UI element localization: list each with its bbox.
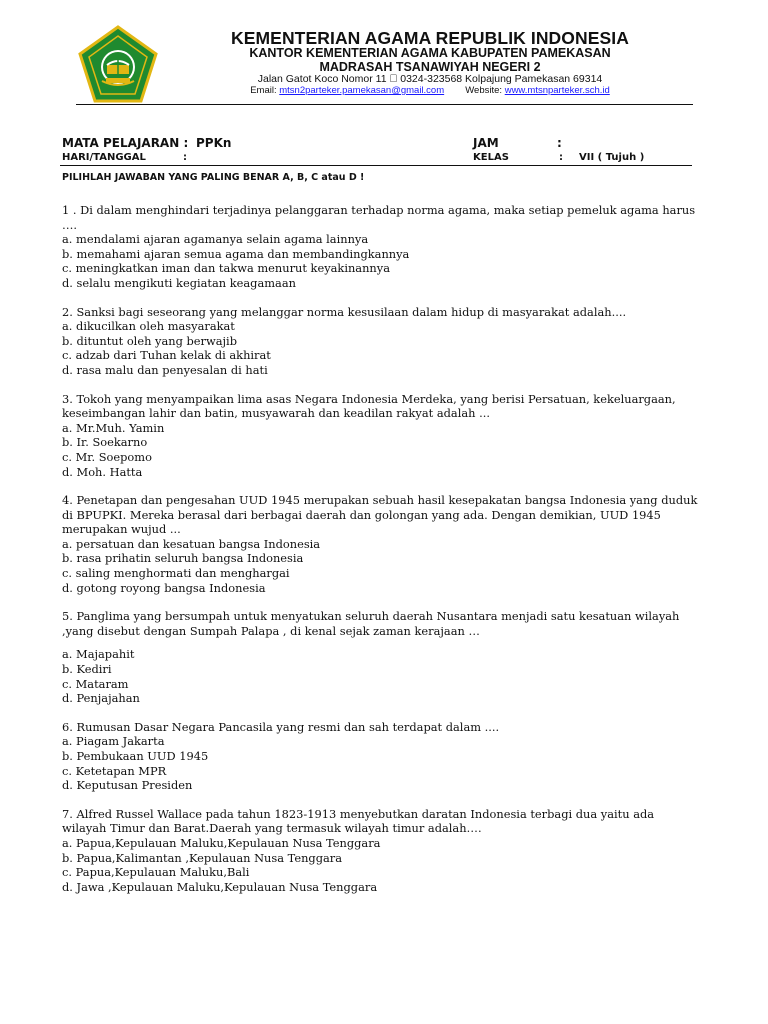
option-a: a. Mr.Muh. Yamin — [62, 420, 165, 435]
meta-divider — [60, 165, 692, 166]
ministry-title: KEMENTERIAN AGAMA REPUBLIK INDONESIA — [230, 28, 629, 48]
option-a: a. dikucilkan oleh masyarakat — [62, 319, 235, 334]
question-4 — [62, 493, 702, 595]
question-5 — [62, 609, 702, 706]
question-text: 6. Rumusan Dasar Negara Pancasila yang resmi dan sah terdapat dalam .... — [62, 719, 500, 734]
question-text: 5. Panglima yang bersumpah untuk menyatukan seluruh daerah Nusantara menjadi satu kesatuan wilayah ,yang disebut dengan Sumpah Palapa , di kenal sejak zaman kerajaan … — [62, 609, 680, 638]
office-title: KANTOR KEMENTERIAN AGAMA KABUPATEN PAMEKASAN — [249, 46, 611, 60]
option-d: d. Penjajahan — [62, 691, 140, 706]
option-a: a. Papua,Kepulauan Maluku,Kepulauan Nusa Tenggara — [62, 835, 381, 850]
question-text: 1 . Di dalam menghindari terjadinya pelanggaran terhadap norma agama, maka setiap pemeluk agama harus …. — [62, 203, 696, 232]
question-1 — [62, 203, 702, 291]
option-c: c. adzab dari Tuhan kelak di akhirat — [62, 348, 271, 363]
question-list — [62, 203, 702, 908]
option-c: c. Papua,Kepulauan Maluku,Bali — [62, 865, 250, 880]
email-label: Email: — [250, 85, 277, 96]
option-a: a. persatuan dan kesatuan bangsa Indonesia — [62, 536, 321, 551]
website-link[interactable]: www.mtsnparteker.sch.id — [504, 85, 610, 96]
kemenag-logo-icon — [78, 25, 158, 103]
class-value: VII ( Tujuh ) — [579, 152, 645, 163]
time-colon: : — [557, 136, 562, 150]
day-label: HARI/TANGGAL — [62, 152, 146, 163]
option-c: c. Ketetapan MPR — [62, 763, 167, 778]
option-a: a. Piagam Jakarta — [62, 734, 165, 749]
instruction-text: PILIHLAH JAWABAN YANG PALING BENAR A, B, C atau D ! — [62, 172, 365, 183]
blank-line — [62, 638, 702, 647]
email-link[interactable]: mtsn2parteker.pamekasan@gmail.com — [279, 85, 445, 96]
school-title: MADRASAH TSANAWIYAH NEGERI 2 — [319, 60, 541, 74]
option-d: d. rasa malu dan penyesalan di hati — [62, 362, 268, 377]
option-d: d. gotong royong bangsa Indonesia — [62, 580, 266, 595]
option-b: b. Ir. Soekarno — [62, 435, 148, 450]
website-label: Website: — [465, 85, 503, 96]
question-text: 3. Tokoh yang menyampaikan lima asas Negara Indonesia Merdeka, yang berisi Persatuan, kekeluargaan, keseimbangan lahir dan batin, musyawarah dan keadilan rakyat adalah ... — [62, 391, 676, 421]
time-label: JAM — [473, 136, 499, 150]
class-colon: : — [559, 152, 563, 163]
option-b: b. dituntut oleh yang berwajib — [62, 333, 237, 348]
question-text: 2. Sanksi bagi seseorang yang melanggar norma kesusilaan dalam hidup di masyarakat adalah.... — [62, 304, 627, 319]
question-3 — [62, 392, 702, 480]
question-2 — [62, 305, 702, 378]
option-b: b. rasa prihatin seluruh bangsa Indonesia — [62, 551, 304, 566]
option-c: c. saling menghormati dan menghargai — [62, 566, 290, 581]
option-a: a. Majapahit — [62, 647, 135, 662]
option-c: c. meningkatkan iman dan takwa menurut keyakinannya — [62, 261, 390, 276]
question-6 — [62, 720, 702, 793]
option-c: c. Mr. Soepomo — [62, 449, 152, 464]
school-address: Jalan Gatot Koco Nomor 11   0324-323568 Kolpajung Pamekasan 69314 — [257, 73, 603, 85]
option-d: d. selalu mengikuti kegiatan keagamaan — [62, 275, 296, 290]
option-d: d. Keputusan Presiden — [62, 778, 193, 793]
class-label: KELAS — [473, 152, 509, 163]
subject-label: MATA PELAJARAN : — [62, 136, 189, 150]
option-b: b. Pembukaan UUD 1945 — [62, 749, 209, 763]
contact-line — [170, 85, 690, 96]
option-c: c. Mataram — [62, 676, 129, 691]
subject-value: PPKn — [196, 136, 232, 150]
option-a: a. mendalami ajaran agamanya selain agama lainnya — [62, 232, 369, 247]
question-text: 7. Alfred Russel Wallace pada tahun 1823-1913 menyebutkan daratan Indonesia terbagi dua yaitu ada wilayah Timur dan Barat.Daerah yang termasuk wilayah timur adalah…. — [62, 806, 655, 836]
option-d: d. Moh. Hatta — [62, 464, 143, 479]
question-text: 4. Penetapan dan pengesahan UUD 1945 merupakan sebuah hasil kesepakatan bangsa Indonesia yang duduk di BPUPKI. Mereka berasal dari berbagai daerah dan golongan yang ada. Dengan demikian, UUD 1945 merupakan wujud ... — [62, 493, 698, 537]
option-d: d. Jawa ,Kepulauan Maluku,Kepulauan Nusa Tenggara — [62, 879, 378, 894]
day-colon: : — [183, 152, 187, 163]
option-b: b. Kediri — [62, 662, 112, 677]
option-b: b. memahami ajaran semua agama dan membandingkannya — [62, 246, 410, 261]
header-divider — [76, 104, 693, 105]
option-b: b. Papua,Kalimantan ,Kepulauan Nusa Tenggara — [62, 850, 343, 865]
question-7 — [62, 807, 702, 895]
